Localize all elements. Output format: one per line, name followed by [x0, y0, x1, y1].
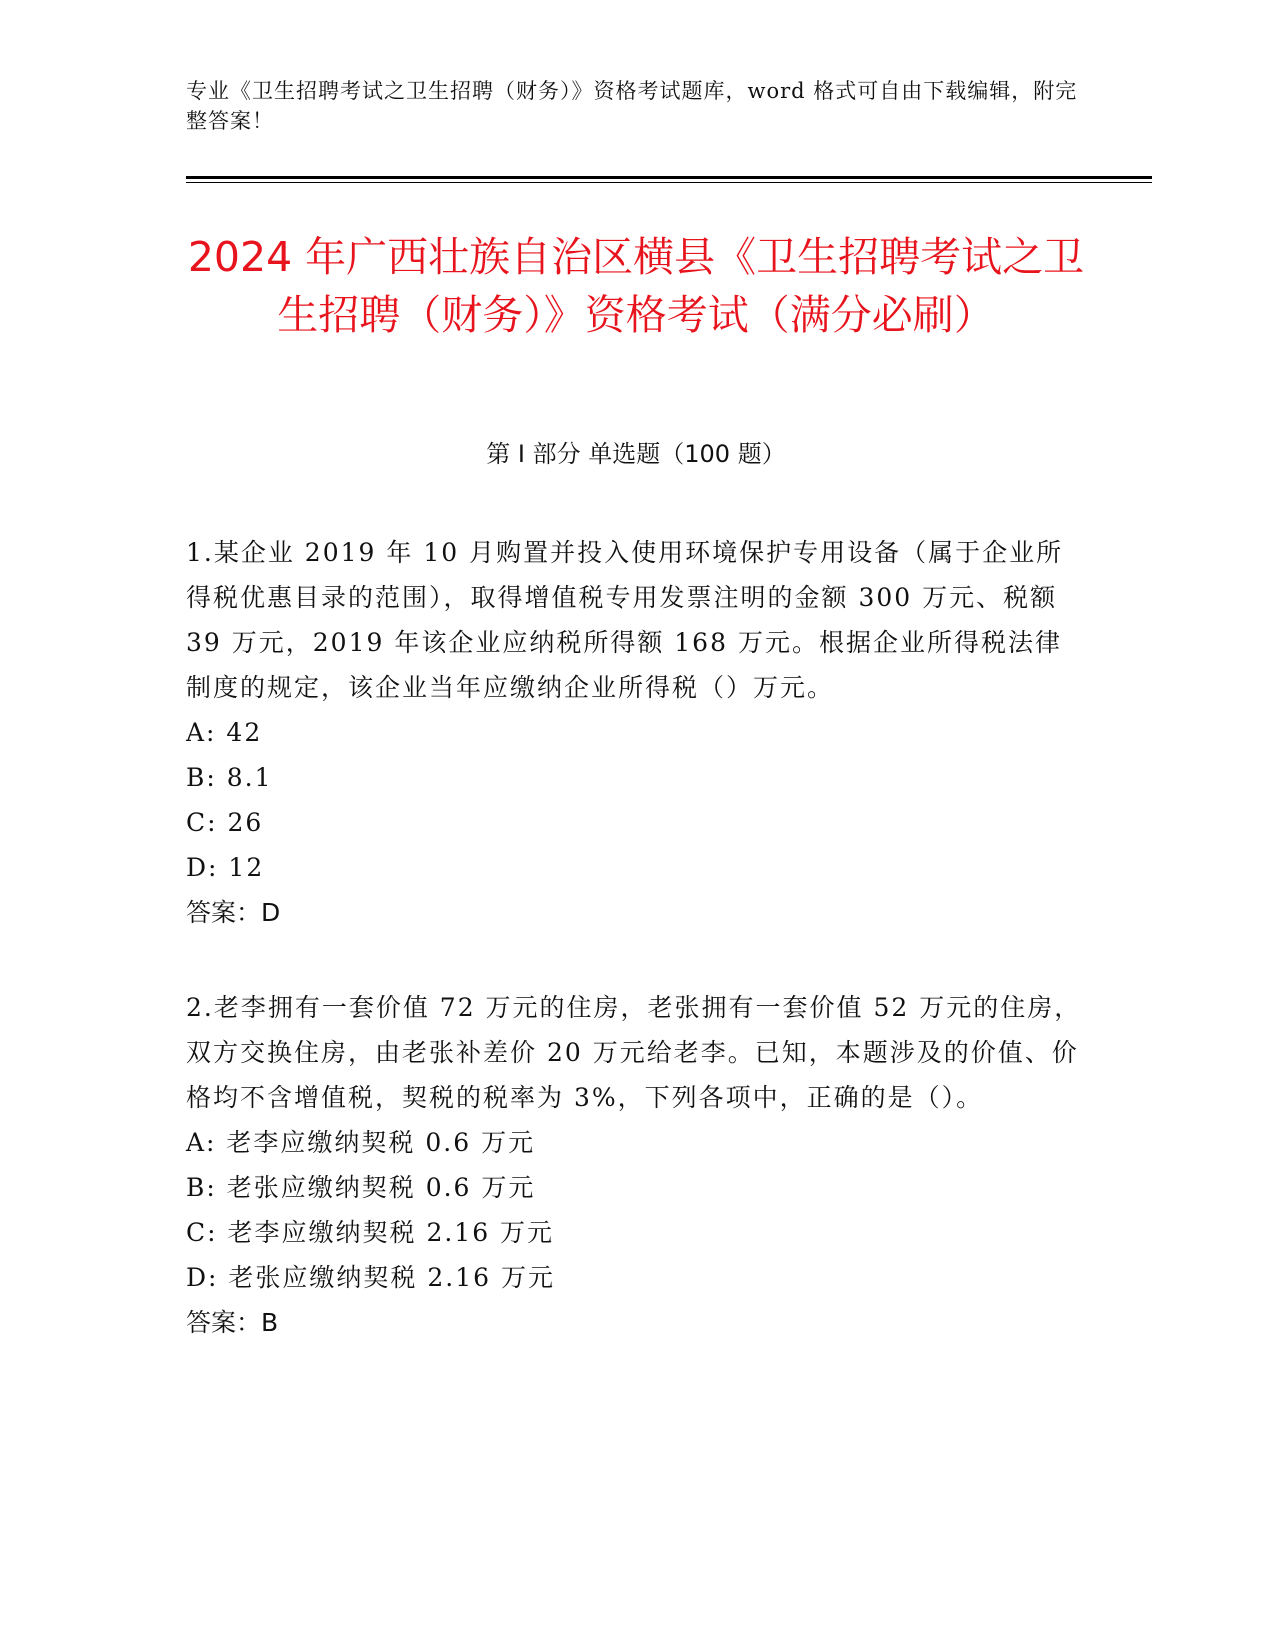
option-a: A: 老李应缴纳契税 0.6 万元: [186, 1128, 536, 1157]
question-1: [186, 530, 1086, 935]
header-note: 专业《卫生招聘考试之卫生招聘（财务）》资格考试题库，word 格式可自由下载编辑，附完整答案！: [186, 79, 1078, 133]
option-c: C: 老李应缴纳契税 2.16 万元: [186, 1218, 555, 1247]
option-d: D: 老张应缴纳契税 2.16 万元: [186, 1263, 555, 1292]
header-rule-thick: [186, 176, 1152, 179]
option-c: C: 26: [186, 808, 264, 837]
section-title: 第 I 部分 单选题（100 题）: [486, 440, 786, 468]
document-title: 2024 年广西壮族自治区横县《卫生招聘考试之卫生招聘（财务）》资格考试（满分必刷）: [187, 233, 1085, 339]
answer: 答案：B: [186, 1308, 279, 1337]
question-stem: 2.老李拥有一套价值 72 万元的住房，老张拥有一套价值 52 万元的住房，双方交换住房，由老张补差价 20 万元给老李。已知，本题涉及的价值、价格均不含增值税，契税的税率为 3%，下列各项中，正确的是（）。: [186, 993, 1082, 1112]
header-rule-thin: [186, 182, 1152, 183]
question-stem: 1.某企业 2019 年 10 月购置并投入使用环境保护专用设备（属于企业所得税优惠目录的范围），取得增值税专用发票注明的金额 300 万元、税额 39 万元，2019 年该企业应纳税所得额 168 万元。根据企业所得税法律制度的规定，该企业当年应缴纳企业所得税（）万元。: [186, 538, 1064, 702]
option-a: A: 42: [186, 718, 263, 747]
option-d: D: 12: [186, 853, 265, 882]
option-b: B: 8.1: [186, 763, 273, 792]
option-b: B: 老张应缴纳契税 0.6 万元: [186, 1173, 536, 1202]
answer: 答案：D: [186, 898, 281, 927]
question-2: [186, 985, 1086, 1345]
